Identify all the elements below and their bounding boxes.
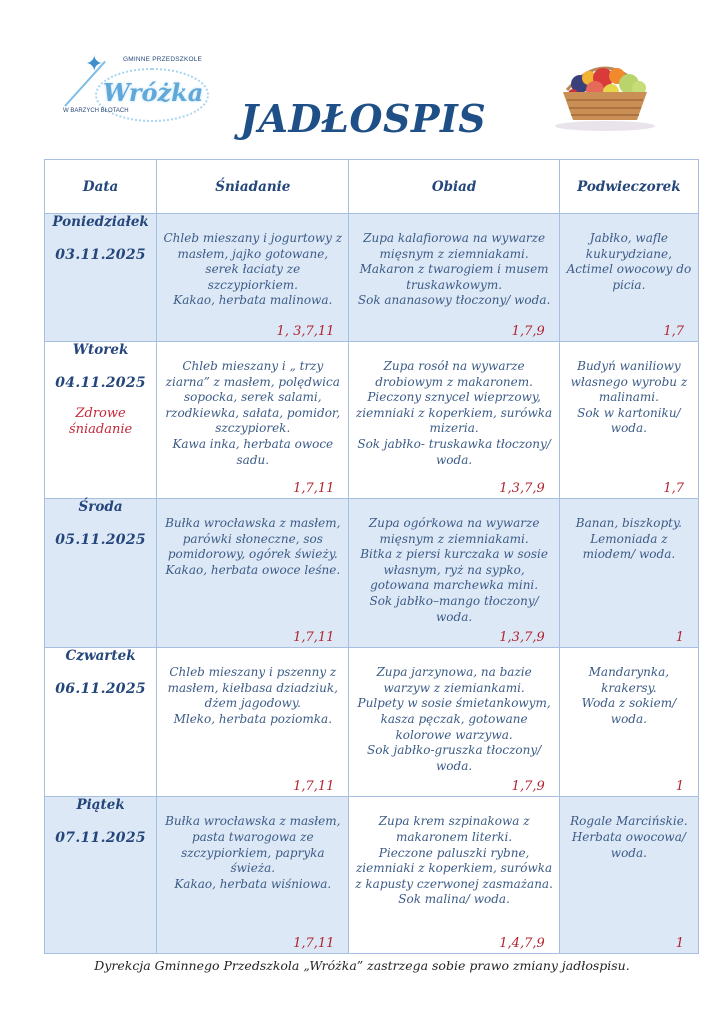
- day-note: Zdrowe śniadanie: [68, 406, 133, 437]
- day-name: Czwartek: [65, 648, 136, 665]
- allergen-codes: 1: [675, 630, 684, 646]
- table-row: [45, 214, 699, 342]
- allergen-codes: 1,7,11: [293, 481, 335, 496]
- lunch-cell: [349, 499, 559, 648]
- day-cell: [45, 214, 157, 342]
- allergen-codes: 1,7,11: [293, 936, 335, 952]
- lunch-text: Zupa krem szpinakowa z makaronem literki. Pieczone paluszki rybne, ziemniaki z koperkiem, surówka z kapusty czerwonej zasmażana. Sok malina/ woda.: [355, 814, 553, 907]
- lunch-text: Zupa kalafiorowa na wywarze mięsnym z ziemniakami. Makaron z twarogiem i musem truskawkowym. Sok ananasowy tłoczony/ woda.: [357, 231, 551, 308]
- allergen-codes: 1,7,9: [511, 324, 545, 339]
- table-row: [45, 342, 699, 499]
- snack-cell: [559, 214, 698, 342]
- allergen-codes: 1: [675, 779, 684, 795]
- day-date: 04.11.2025: [55, 375, 146, 391]
- breakfast-text: Chleb mieszany i jogurtowy z masłem, jajko gotowane, serek łaciaty ze szczypiorkiem. Kakao, herbata malinowa.: [163, 231, 343, 308]
- breakfast-cell: [157, 214, 349, 342]
- day-date: 05.11.2025: [55, 532, 146, 548]
- allergen-codes: 1,7,9: [511, 779, 545, 795]
- logo-name: Wróżka: [103, 78, 204, 107]
- snack-text: Budyń waniliowy własnego wyrobu z malinami. Sok w kartoniku/ woda.: [570, 359, 688, 436]
- table-header-row: [45, 160, 699, 214]
- breakfast-text: Chleb mieszany i „ trzy ziarna” z masłem, polędwica sopocka, serek salami, rzodkiewka, sałata, pomidor, szczypiorek. Kawa inka, herbata owoce sadu.: [165, 359, 341, 467]
- snack-cell: [559, 499, 698, 648]
- day-cell: [45, 648, 157, 797]
- column-header-date: Data: [45, 160, 157, 214]
- allergen-codes: 1,7: [663, 324, 684, 339]
- column-header-snack: Podwieczorek: [559, 160, 698, 214]
- day-name: Wtorek: [72, 342, 129, 358]
- snack-cell: [559, 648, 698, 797]
- logo-bottom-text: W BARZYCH BŁOTACH: [63, 108, 129, 114]
- page-title: JADŁOSPIS: [240, 96, 487, 141]
- lunch-cell: [349, 648, 559, 797]
- lunch-text: Zupa jarzynowa, na bazie warzyw z ziemiankami. Pulpety w sosie śmietankowym, kasza pęczak, gotowane kolorowe warzywa. Sok jabłko-gruszka tłoczony/ woda.: [357, 665, 551, 773]
- allergen-codes: 1,4,7,9: [499, 936, 545, 952]
- breakfast-text: Chleb mieszany i pszenny z masłem, kiełbasa dziadziuk, dżem jagodowy. Mleko, herbata poziomka.: [167, 665, 338, 726]
- day-date: 06.11.2025: [55, 681, 146, 698]
- breakfast-text: Bułka wrocławska z masłem, pasta twarogowa ze szczypiorkiem, papryka świeża. Kakao, herbata wiśniowa.: [165, 814, 341, 891]
- breakfast-cell: [157, 648, 349, 797]
- logo-top-text: GMINNE PRZEDSZKOLE: [123, 56, 203, 63]
- breakfast-cell: [157, 797, 349, 954]
- table-row: [45, 797, 699, 954]
- allergen-codes: 1, 3,7,11: [276, 324, 335, 339]
- snack-cell: [559, 797, 698, 954]
- day-name: Poniedziałek: [52, 214, 149, 230]
- lunch-cell: [349, 214, 559, 342]
- day-date: 07.11.2025: [55, 830, 146, 847]
- lunch-cell: [349, 797, 559, 954]
- allergen-codes: 1,7: [663, 481, 684, 496]
- kindergarten-logo: [55, 50, 205, 130]
- day-cell: [45, 499, 157, 648]
- snack-text: Rogale Marcińskie. Herbata owocowa/ woda.: [570, 814, 688, 860]
- lunch-cell: [349, 342, 559, 499]
- day-date: 03.11.2025: [55, 247, 146, 263]
- footer-disclaimer: Dyrekcja Gminnego Przedszkola „Wróżka” zastrzega sobie prawo zmiany jadłospisu.: [94, 958, 630, 973]
- allergen-codes: 1,3,7,9: [499, 481, 545, 496]
- column-header-lunch: Obiad: [349, 160, 559, 214]
- snack-text: Banan, biszkopty. Lemoniada z miodem/ woda.: [575, 516, 682, 562]
- allergen-codes: 1: [675, 936, 684, 952]
- lunch-text: Zupa ogórkowa na wywarze mięsnym z ziemniakami. Bitka z piersi kurczaka w sosie własnym, ryż na sypko, gotowana marchewka mini. Sok jabłko–mango tłoczony/ woda.: [360, 516, 548, 624]
- breakfast-cell: [157, 342, 349, 499]
- menu-table: [44, 159, 699, 954]
- allergen-codes: 1,7,11: [293, 779, 335, 795]
- day-name: Piątek: [76, 797, 125, 814]
- table-row: [45, 499, 699, 648]
- snack-text: Mandarynka, krakersy. Woda z sokiem/ woda.: [581, 665, 677, 726]
- allergen-codes: 1,3,7,9: [499, 630, 545, 646]
- snack-text: Jabłko, wafle kukurydziane, Actimel owocowy do picia.: [566, 231, 692, 292]
- day-cell: [45, 342, 157, 499]
- snack-cell: [559, 342, 698, 499]
- day-name: Środa: [78, 499, 123, 515]
- breakfast-cell: [157, 499, 349, 648]
- allergen-codes: 1,7,11: [293, 630, 335, 646]
- fruit-basket-icon: [545, 48, 665, 134]
- day-cell: [45, 797, 157, 954]
- column-header-breakfast: Śniadanie: [157, 160, 349, 214]
- star-icon: ✦: [85, 52, 104, 77]
- table-row: [45, 648, 699, 797]
- breakfast-text: Bułka wrocławska z masłem, parówki słoneczne, sos pomidorowy, ogórek świeży. Kakao, herbata owoce leśne.: [165, 516, 341, 577]
- lunch-text: Zupa rosół na wywarze drobiowym z makaronem. Pieczony sznycel wieprzowy, ziemniaki z koperkiem, surówka mizeria. Sok jabłko- truskawka tłoczony/ woda.: [355, 359, 553, 467]
